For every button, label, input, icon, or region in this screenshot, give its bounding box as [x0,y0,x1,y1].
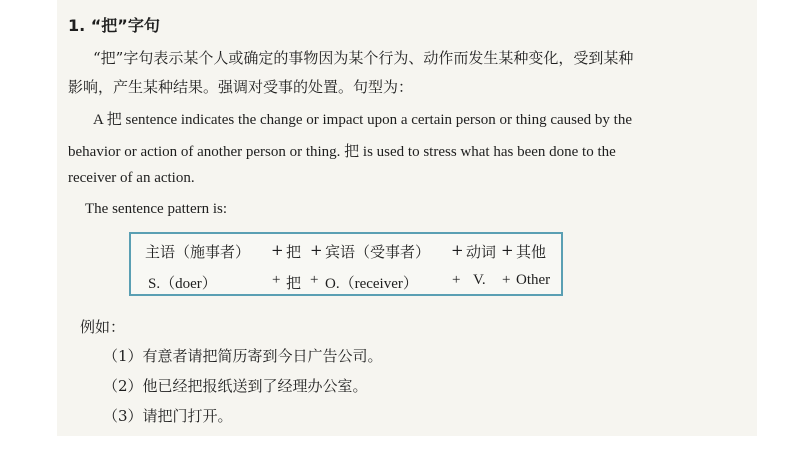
pattern-ba-en: 把 [286,274,302,292]
section-heading: 1. “把”字句 [68,16,160,35]
intro-english-line-3: receiver of an action. [68,170,195,186]
pattern-plus: + [310,241,323,259]
pattern-other-en: Other [516,272,551,288]
intro-chinese-line-2: 影响，产生某种结果。强调对受事的处置。句型为： [68,78,414,96]
pattern-verb-en: V. [473,272,486,288]
pattern-plus: + [452,272,461,288]
pattern-intro: The sentence pattern is: [85,201,228,217]
examples-label: 例如： [80,318,126,336]
example-item: （1）有意者请把简历寄到今日广告公司。 [103,347,383,365]
pattern-object-en: O.（receiver） [325,276,418,292]
pattern-verb-cn: 动词 [466,243,497,261]
sentence-pattern-box [129,232,563,296]
pattern-subject-cn: 主语（施事者） [145,243,251,261]
pattern-plus: + [271,241,284,259]
pattern-plus: + [310,272,319,288]
intro-english-line-1: A 把 sentence indicates the change or impact upon a certain person or thing caused by the [93,112,632,128]
pattern-subject-en: S.（doer） [148,276,217,292]
pattern-plus: + [272,272,281,288]
example-item: （2）他已经把报纸送到了经理办公室。 [103,377,368,395]
pattern-object-cn: 宾语（受事者） [325,243,431,261]
pattern-plus: + [501,241,514,259]
pattern-ba-cn: 把 [286,243,302,261]
example-item: （3）请把门打开。 [103,407,233,425]
pattern-plus: + [502,272,511,288]
pattern-plus: + [451,241,464,259]
intro-chinese-line-1: “把”字句表示某个人或确定的事物因为某个行为、动作而发生某种变化，受到某种 [93,49,634,67]
pattern-other-cn: 其他 [516,243,547,261]
intro-english-line-2: behavior or action of another person or thing. 把 is used to stress what has been done to the [68,144,616,160]
